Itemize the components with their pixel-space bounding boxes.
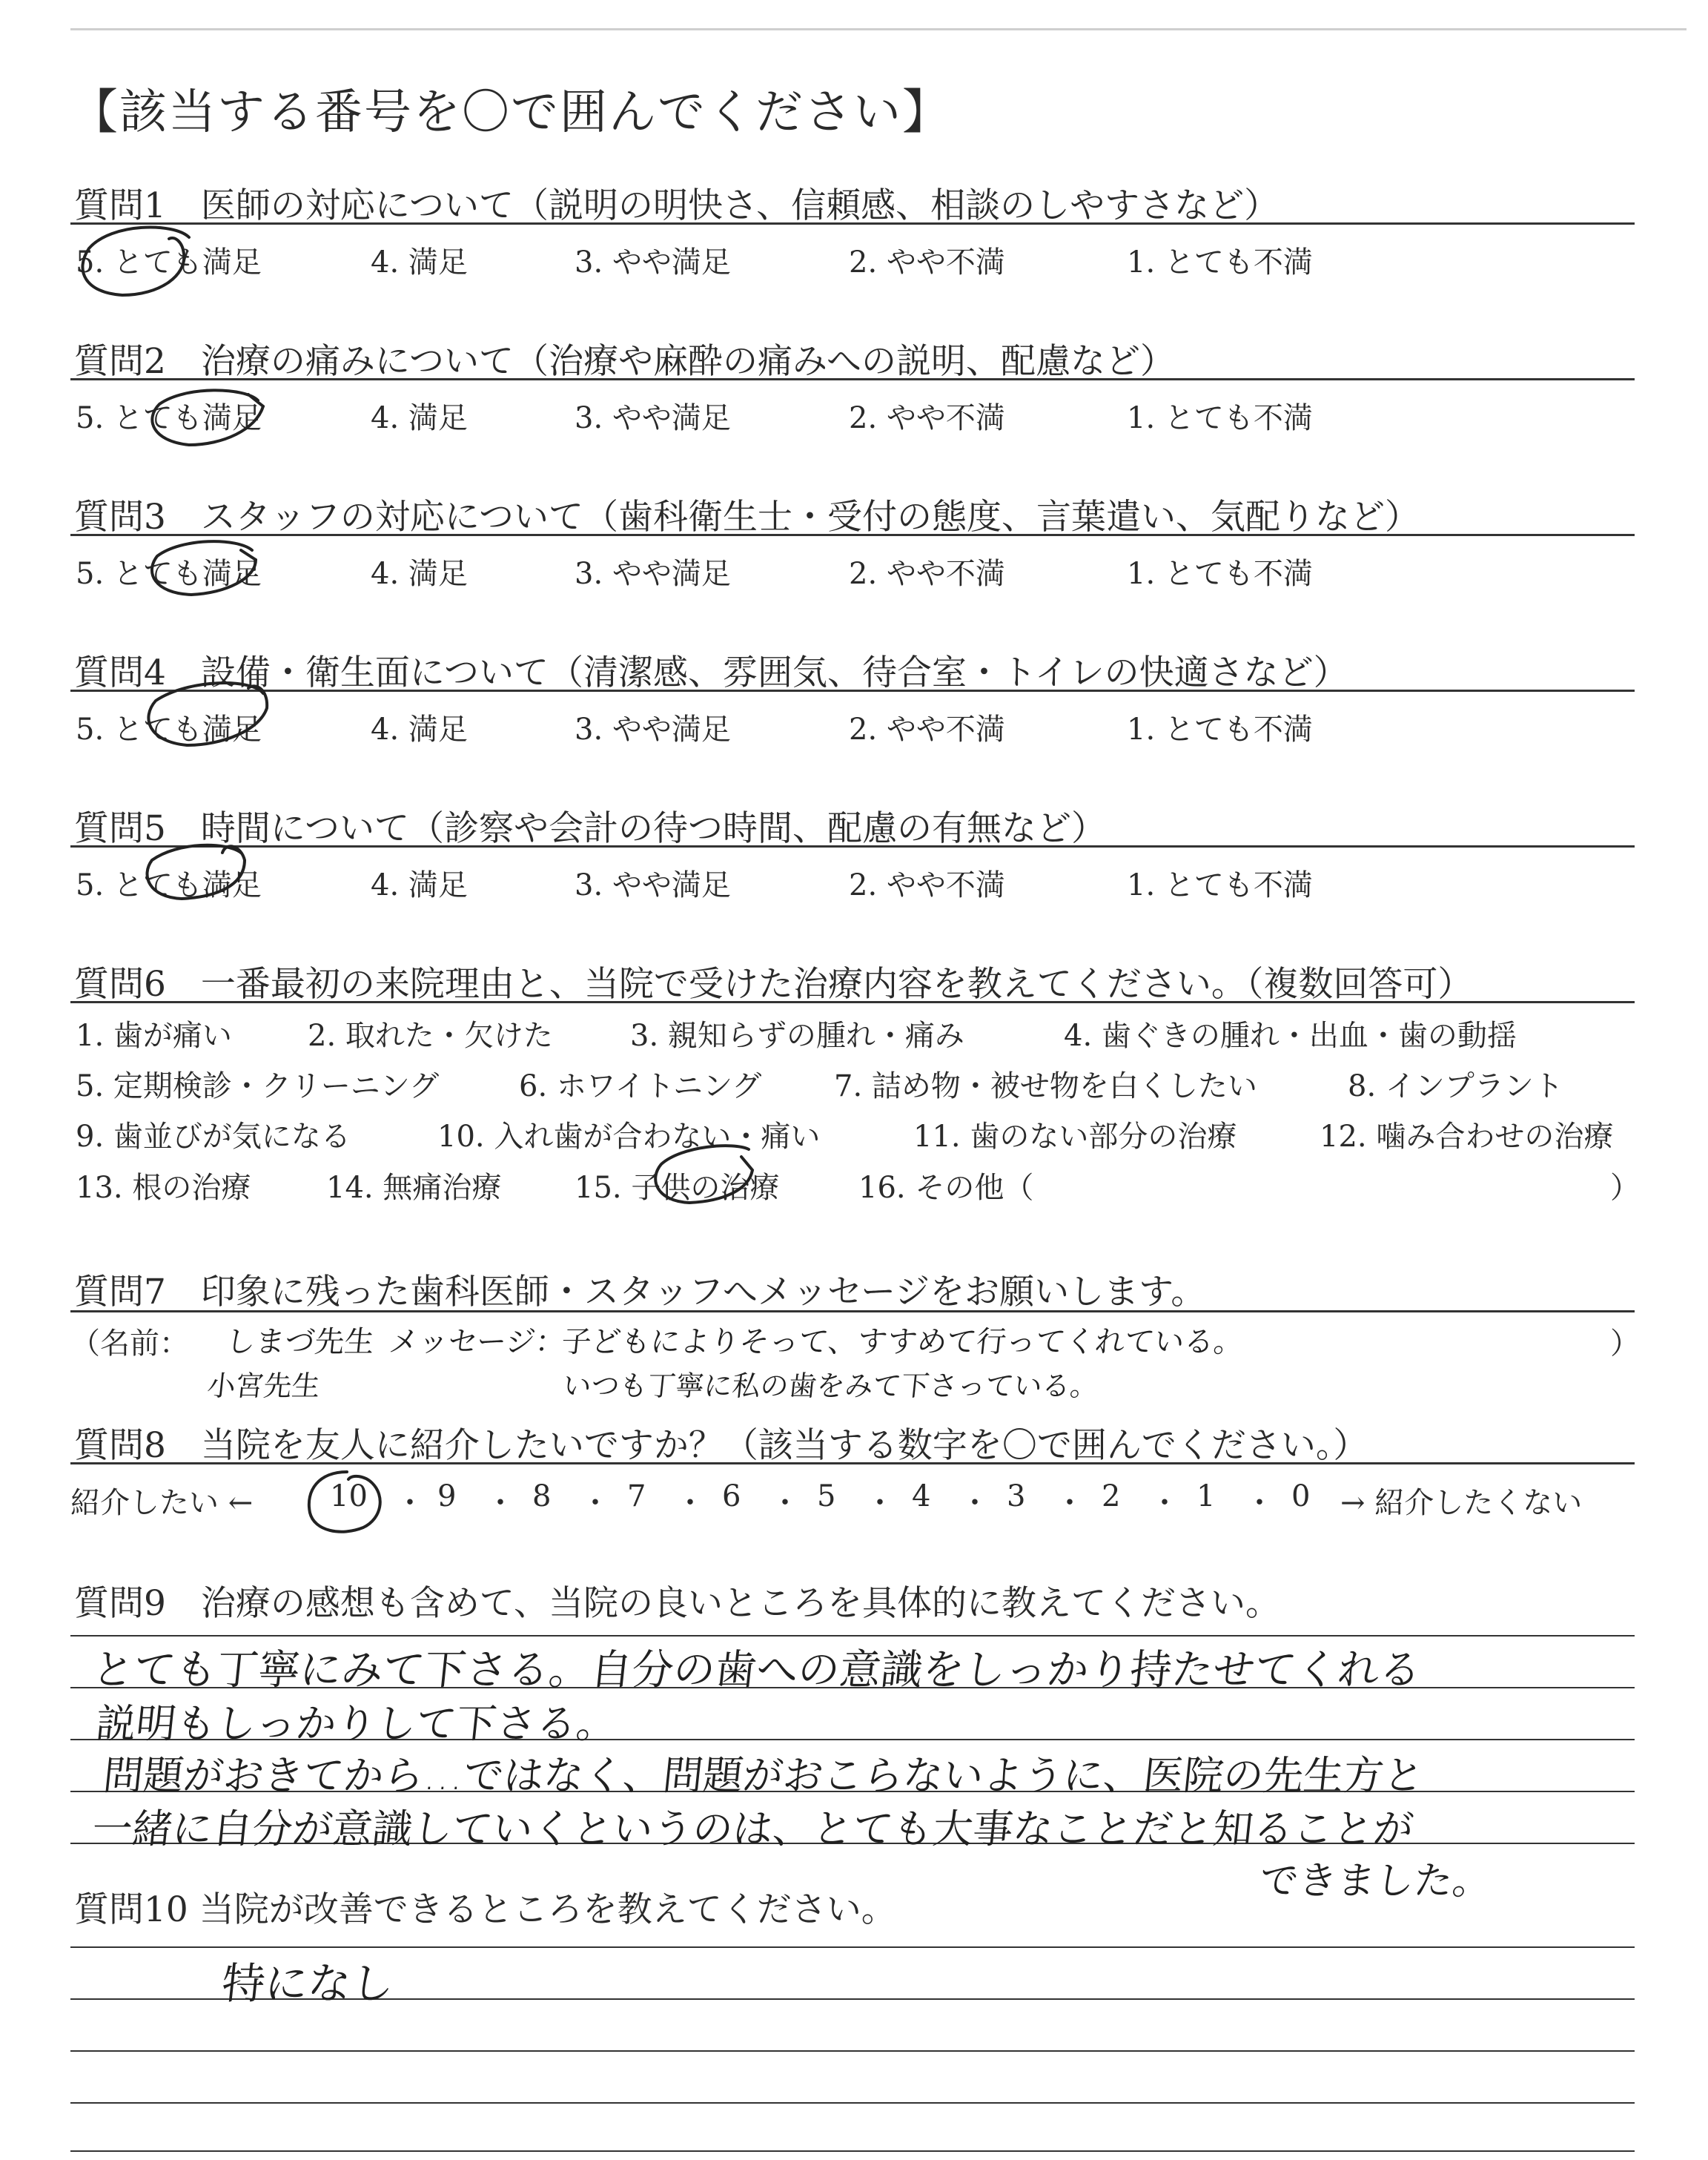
question-2-option-3[interactable]: 3. やや満足	[575, 401, 731, 435]
handwritten-answer-line-3: 問題がおきてから…ではなく、問題がおこらないように、医院の先生方と	[101, 1752, 1426, 1799]
scale-dot: ・	[1055, 1486, 1085, 1520]
question-6-option-2[interactable]: 2. 取れた・欠けた	[308, 1019, 553, 1053]
q4-selection-circle	[148, 683, 267, 745]
question-6-option-15[interactable]: 15. 子供の治療	[575, 1171, 780, 1205]
handwritten-improvement-answer: 特になし	[219, 1958, 397, 2009]
question-6-option-4[interactable]: 4. 歯ぐきの腫れ・出血・歯の動揺	[1064, 1019, 1517, 1053]
scale-dot: ・	[675, 1486, 705, 1520]
q1-selection-circle	[82, 227, 189, 295]
question-3-option-2[interactable]: 2. やや不満	[849, 557, 1005, 591]
question-5-option-2[interactable]: 2. やや不満	[849, 868, 1005, 902]
recommend-score-8[interactable]: 8	[532, 1479, 552, 1513]
question-6-other-close-paren: ）	[1610, 1171, 1640, 1205]
q8-score-10-selection-circle	[309, 1472, 380, 1532]
scale-dot: ・	[486, 1486, 515, 1520]
scale-dot: ・	[1150, 1486, 1179, 1520]
question-2-title: 質問2 治療の痛みについて（治療や麻酔の痛みへの説明、配慮など）	[74, 341, 1176, 382]
question-1-option-5[interactable]: 5. とても満足	[76, 245, 262, 280]
scale-dot: ・	[770, 1486, 800, 1520]
handwritten-message-2: いつも丁寧に私の歯をみて下さっている。	[561, 1370, 1100, 1402]
recommend-score-1[interactable]: 1	[1196, 1479, 1216, 1513]
scale-dot: ・	[580, 1486, 610, 1520]
recommend-score-6[interactable]: 6	[722, 1479, 741, 1513]
handwritten-message-1: 子どもによりそって、すすめて行ってくれている。	[560, 1325, 1245, 1359]
q6-option-15-selection-circle	[655, 1146, 752, 1203]
question-6-option-3[interactable]: 3. 親知らずの腫れ・痛み	[630, 1019, 964, 1053]
handwritten-staff-name-2: 小宮先生	[205, 1370, 322, 1402]
question-6-option-13[interactable]: 13. 根の治療	[76, 1171, 251, 1205]
scale-dot: ・	[1245, 1486, 1274, 1520]
recommend-score-10[interactable]: 10	[330, 1479, 368, 1513]
question-2-option-5[interactable]: 5. とても満足	[76, 401, 262, 435]
recommend-score-4[interactable]: 4	[912, 1479, 931, 1513]
recommend-score-7[interactable]: 7	[627, 1479, 646, 1513]
question-7-title: 質問7 印象に残った歯科医師・スタッフへメッセージをお願いします。	[74, 1272, 1206, 1312]
question-10-title: 質問10 当院が改善できるところを教えてください。	[74, 1889, 896, 1930]
recommend-score-0[interactable]: 0	[1291, 1479, 1311, 1513]
page-title: 【該当する番号を〇で囲んでください】	[70, 85, 951, 140]
question-4-title: 質問4 設備・衛生面について（清潔感、雰囲気、待合室・トイレの快適さなど）	[74, 653, 1348, 693]
question-3-option-4[interactable]: 4. 満足	[371, 557, 468, 591]
question-6-option-16[interactable]: 16. その他（	[858, 1171, 1034, 1205]
scale-dot: ・	[395, 1486, 425, 1520]
question-3-title: 質問3 スタッフの対応について（歯科衛生士・受付の態度、言葉遣い、気配りなど）	[74, 497, 1420, 538]
question-2-option-1[interactable]: 1. とても不満	[1127, 401, 1313, 435]
recommend-score-2[interactable]: 2	[1102, 1479, 1121, 1513]
handwritten-answer-line-2: 説明もしっかりして下さる。	[93, 1700, 619, 1747]
question-2-option-4[interactable]: 4. 満足	[371, 401, 468, 435]
handwritten-answer-line-5: できました。	[1257, 1859, 1494, 1903]
question-1-option-4[interactable]: 4. 満足	[371, 245, 468, 280]
question-6-option-12[interactable]: 12. 噛み合わせの治療	[1320, 1120, 1614, 1154]
recommend-score-9[interactable]: 9	[437, 1479, 457, 1513]
question-8-title: 質問8 当院を友人に紹介したいですか？（該当する数字を〇で囲んでください。）	[74, 1425, 1368, 1466]
question-6-option-11[interactable]: 11. 歯のない部分の治療	[913, 1120, 1237, 1154]
handwritten-answer-line-4: 一緒に自分が意識していくというのは、とても大事なことだと知ることが	[90, 1806, 1416, 1852]
question-6-title: 質問6 一番最初の来院理由と、当院で受けた治療内容を教えてください。（複数回答可）	[74, 964, 1473, 1005]
handwritten-message-label: メッセージ：	[387, 1325, 567, 1359]
question-4-option-4[interactable]: 4. 満足	[371, 713, 468, 747]
question-6-option-9[interactable]: 9. 歯並びが気になる	[76, 1120, 351, 1154]
question-6-option-7[interactable]: 7. 詰め物・被せ物を白くしたい	[834, 1069, 1257, 1103]
question-5-option-1[interactable]: 1. とても不満	[1127, 868, 1313, 902]
recommend-score-3[interactable]: 3	[1007, 1479, 1026, 1513]
question-6-option-5[interactable]: 5. 定期検診・クリーニング	[76, 1069, 440, 1103]
question-1-option-1[interactable]: 1. とても不満	[1127, 245, 1313, 280]
question-4-option-1[interactable]: 1. とても不満	[1127, 713, 1313, 747]
question-6-option-10[interactable]: 10. 入れ歯が合わない・痛い	[437, 1120, 821, 1154]
question-3-option-3[interactable]: 3. やや満足	[575, 557, 731, 591]
question-6-option-8[interactable]: 8. インプラント	[1348, 1069, 1563, 1103]
question-7-close-paren: ）	[1610, 1327, 1640, 1361]
q3-selection-circle	[152, 541, 256, 595]
q5-selection-circle	[147, 845, 245, 899]
question-5-option-5[interactable]: 5. とても満足	[76, 868, 262, 902]
question-9-title: 質問9 治療の感想も含めて、当院の良いところを具体的に教えてください。	[74, 1583, 1280, 1624]
question-5-option-3[interactable]: 3. やや満足	[575, 868, 731, 902]
recommend-left-label: 紹介したい ←	[70, 1486, 254, 1520]
question-1-option-3[interactable]: 3. やや満足	[575, 245, 731, 280]
question-5-option-4[interactable]: 4. 満足	[371, 868, 468, 902]
question-6-option-6[interactable]: 6. ホワイトニング	[519, 1069, 762, 1103]
question-3-option-1[interactable]: 1. とても不満	[1127, 557, 1313, 591]
question-7-name-prefix: （名前：	[70, 1327, 189, 1361]
question-1-title: 質問1 医師の対応について（説明の明快さ、信頼感、相談のしやすさなど）	[74, 185, 1280, 226]
question-6-option-1[interactable]: 1. 歯が痛い	[76, 1019, 232, 1053]
question-2-option-2[interactable]: 2. やや不満	[849, 401, 1005, 435]
recommend-score-5[interactable]: 5	[817, 1479, 836, 1513]
scale-dot: ・	[865, 1486, 895, 1520]
question-4-option-5[interactable]: 5. とても満足	[76, 713, 262, 747]
scale-dot: ・	[960, 1486, 990, 1520]
question-1-option-2[interactable]: 2. やや不満	[849, 245, 1005, 280]
question-4-option-3[interactable]: 3. やや満足	[575, 713, 731, 747]
recommend-right-label: → 紹介したくない	[1340, 1486, 1583, 1520]
question-5-title: 質問5 時間について（診察や会計の待つ時間、配慮の有無など）	[74, 808, 1106, 849]
handwritten-answer-line-1: とても丁寧にみて下さる。自分の歯への意識をしっかり持たせてくれる	[90, 1646, 1423, 1694]
q2-selection-circle	[152, 390, 263, 445]
question-4-option-2[interactable]: 2. やや不満	[849, 713, 1005, 747]
question-6-option-14[interactable]: 14. 無痛治療	[326, 1171, 502, 1205]
question-3-option-5[interactable]: 5. とても満足	[76, 557, 262, 591]
handwritten-staff-name-1: しまづ先生	[224, 1325, 377, 1359]
